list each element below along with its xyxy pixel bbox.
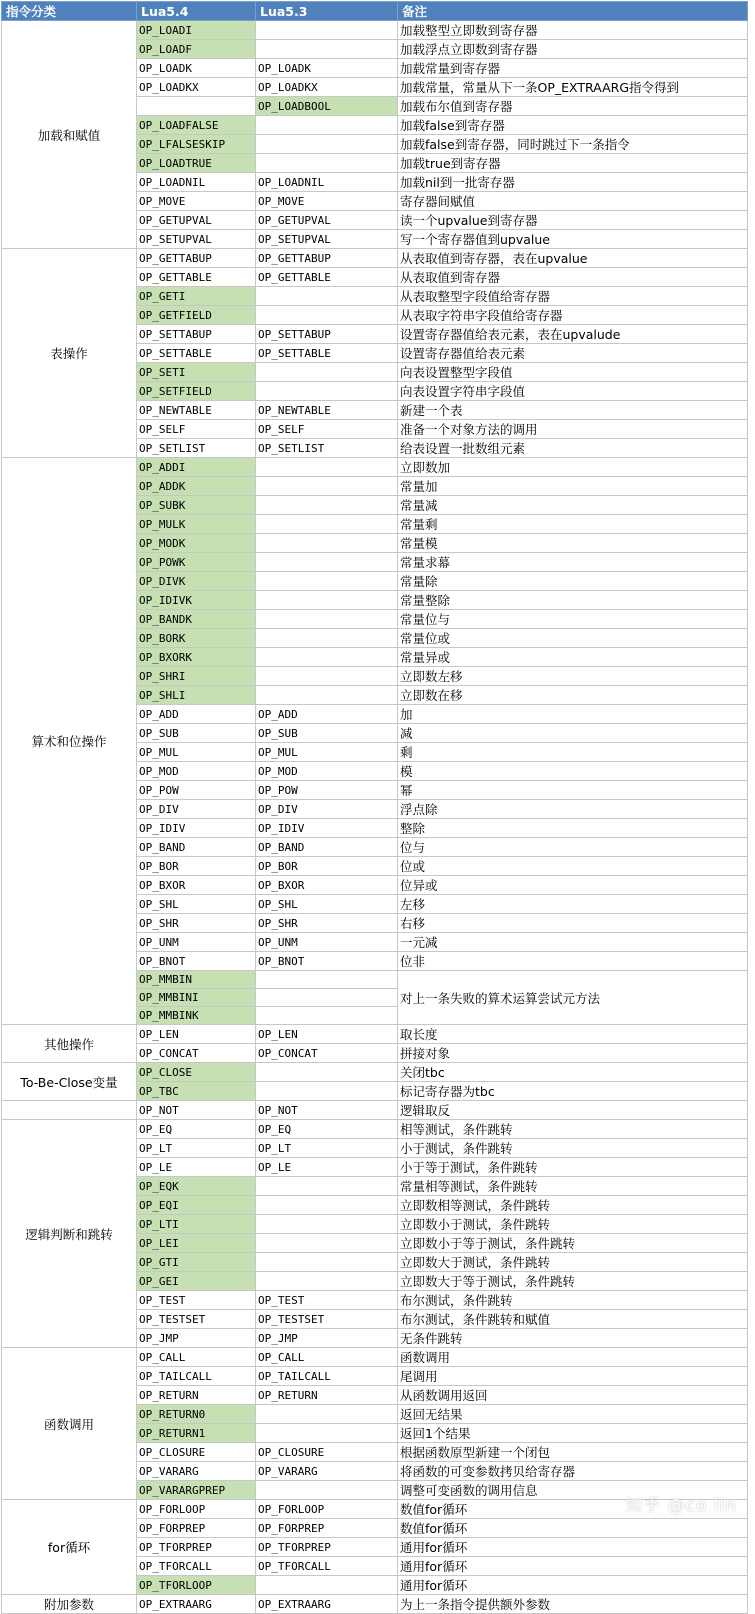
note-cell: 返回无结果 xyxy=(398,1405,748,1424)
lua53-opcode-cell xyxy=(256,1063,398,1082)
lua54-opcode-cell: OP_MOVE xyxy=(137,192,256,211)
lua54-opcode-cell: OP_LOADFALSE xyxy=(137,116,256,135)
header-lua53: Lua5.3 xyxy=(256,2,398,21)
category-cell: 其他操作 xyxy=(2,1025,137,1063)
note-cell: 立即数在移 xyxy=(398,686,748,705)
note-cell: 向表设置字符串字段值 xyxy=(398,382,748,401)
lua54-opcode-cell: OP_VARARGPREP xyxy=(137,1481,256,1500)
note-cell: 关闭tbc xyxy=(398,1063,748,1082)
note-cell: 幂 xyxy=(398,781,748,800)
lua54-opcode-cell: OP_TFORCALL xyxy=(137,1557,256,1576)
lua53-opcode-cell: OP_TAILCALL xyxy=(256,1367,398,1386)
note-cell: 向表设置整型字段值 xyxy=(398,363,748,382)
note-cell: 数值for循环 xyxy=(398,1500,748,1519)
note-cell: 准备一个对象方法的调用 xyxy=(398,420,748,439)
lua54-opcode-cell: OP_LOADI xyxy=(137,21,256,40)
lua54-opcode-cell: OP_BORK xyxy=(137,629,256,648)
lua53-opcode-cell: OP_MOVE xyxy=(256,192,398,211)
lua53-opcode-cell xyxy=(256,629,398,648)
note-cell: 标记寄存器为tbc xyxy=(398,1082,748,1101)
note-cell: 布尔测试，条件跳转和赋值 xyxy=(398,1310,748,1329)
table-row xyxy=(2,1025,748,1044)
lua53-opcode-cell: OP_UNM xyxy=(256,933,398,952)
lua54-opcode-cell: OP_SHLI xyxy=(137,686,256,705)
lua54-opcode-cell: OP_SETI xyxy=(137,363,256,382)
note-cell: 立即数相等测试，条件跳转 xyxy=(398,1196,748,1215)
lua54-opcode-cell: OP_RETURN1 xyxy=(137,1424,256,1443)
lua53-opcode-cell: OP_POW xyxy=(256,781,398,800)
lua53-opcode-cell: OP_ADD xyxy=(256,705,398,724)
lua54-opcode-cell: OP_DIVK xyxy=(137,572,256,591)
lua53-opcode-cell: OP_NOT xyxy=(256,1101,398,1120)
note-cell: 新建一个表 xyxy=(398,401,748,420)
lua53-opcode-cell xyxy=(256,1272,398,1291)
category-cell: 表操作 xyxy=(2,249,137,458)
note-cell: 位非 xyxy=(398,952,748,971)
category-cell: 附加参数 xyxy=(2,1595,137,1614)
lua54-opcode-cell: OP_NOT xyxy=(137,1101,256,1120)
lua54-opcode-cell: OP_JMP xyxy=(137,1329,256,1348)
lua53-opcode-cell xyxy=(256,116,398,135)
lua53-opcode-cell: OP_GETTABLE xyxy=(256,268,398,287)
lua53-opcode-cell: OP_IDIV xyxy=(256,819,398,838)
note-cell: 立即数加 xyxy=(398,458,748,477)
lua53-opcode-cell xyxy=(256,686,398,705)
note-cell: 位异或 xyxy=(398,876,748,895)
note-cell: 立即数大于测试，条件跳转 xyxy=(398,1253,748,1272)
lua54-opcode-cell: OP_GETI xyxy=(137,287,256,306)
lua53-opcode-cell xyxy=(256,610,398,629)
lua54-opcode-cell: OP_LE xyxy=(137,1158,256,1177)
note-cell: 调整可变函数的调用信息 xyxy=(398,1481,748,1500)
lua54-opcode-cell: OP_BOR xyxy=(137,857,256,876)
note-cell: 无条件跳转 xyxy=(398,1329,748,1348)
lua54-opcode-cell: OP_TAILCALL xyxy=(137,1367,256,1386)
lua54-opcode-cell: OP_FORLOOP xyxy=(137,1500,256,1519)
note-cell: 函数调用 xyxy=(398,1348,748,1367)
lua53-opcode-cell: OP_CONCAT xyxy=(256,1044,398,1063)
lua54-opcode-cell: OP_LOADNIL xyxy=(137,173,256,192)
lua53-opcode-cell: OP_TESTSET xyxy=(256,1310,398,1329)
lua53-opcode-cell: OP_LOADBOOL xyxy=(256,97,398,116)
lua53-opcode-cell xyxy=(256,1082,398,1101)
note-cell: 从表取字符串字段值给寄存器 xyxy=(398,306,748,325)
note-cell: 一元减 xyxy=(398,933,748,952)
lua53-opcode-cell: OP_FORPREP xyxy=(256,1519,398,1538)
note-cell: 从函数调用返回 xyxy=(398,1386,748,1405)
lua53-opcode-cell xyxy=(256,363,398,382)
note-cell: 加载true到寄存器 xyxy=(398,154,748,173)
lua54-opcode-cell: OP_LEI xyxy=(137,1234,256,1253)
note-cell: 浮点除 xyxy=(398,800,748,819)
table-row xyxy=(2,458,748,477)
lua54-opcode-cell: OP_TESTSET xyxy=(137,1310,256,1329)
lua54-opcode-cell: OP_EXTRAARG xyxy=(137,1595,256,1614)
lua54-opcode-cell: OP_SHL xyxy=(137,895,256,914)
lua53-opcode-cell xyxy=(256,971,398,989)
lua54-opcode-cell: OP_CLOSE xyxy=(137,1063,256,1082)
lua54-opcode-cell: OP_UNM xyxy=(137,933,256,952)
table-row xyxy=(2,249,748,268)
category-cell: 加载和赋值 xyxy=(2,21,137,249)
lua53-opcode-cell xyxy=(256,135,398,154)
lua54-opcode-cell: OP_ADDK xyxy=(137,477,256,496)
lua54-opcode-cell: OP_POW xyxy=(137,781,256,800)
lua53-opcode-cell xyxy=(256,477,398,496)
lua53-opcode-cell xyxy=(256,1234,398,1253)
lua54-opcode-cell: OP_GETTABLE xyxy=(137,268,256,287)
lua53-opcode-cell xyxy=(256,154,398,173)
lua53-opcode-cell: OP_NEWTABLE xyxy=(256,401,398,420)
table-body xyxy=(2,21,748,1614)
lua54-opcode-cell: OP_CALL xyxy=(137,1348,256,1367)
note-cell: 右移 xyxy=(398,914,748,933)
lua53-opcode-cell: OP_TFORCALL xyxy=(256,1557,398,1576)
note-cell: 立即数大于等于测试，条件跳转 xyxy=(398,1272,748,1291)
note-cell: 剩 xyxy=(398,743,748,762)
lua54-opcode-cell: OP_MMBIN xyxy=(137,971,256,989)
note-cell: 逻辑取反 xyxy=(398,1101,748,1120)
note-cell: 相等测试，条件跳转 xyxy=(398,1120,748,1139)
table-row xyxy=(2,1120,748,1139)
lua54-opcode-cell: OP_MOD xyxy=(137,762,256,781)
note-cell: 加载常量到寄存器 xyxy=(398,59,748,78)
note-cell: 返回1个结果 xyxy=(398,1424,748,1443)
lua53-opcode-cell xyxy=(256,1177,398,1196)
note-cell: 将函数的可变参数拷贝给寄存器 xyxy=(398,1462,748,1481)
lua54-opcode-cell: OP_SETLIST xyxy=(137,439,256,458)
note-cell: 常量位与 xyxy=(398,610,748,629)
lua53-opcode-cell: OP_BOR xyxy=(256,857,398,876)
note-cell: 设置寄存器值给表元素，表在upvalude xyxy=(398,325,748,344)
lua53-opcode-cell: OP_LOADNIL xyxy=(256,173,398,192)
lua54-opcode-cell: OP_TFORPREP xyxy=(137,1538,256,1557)
lua54-opcode-cell: OP_SHRI xyxy=(137,667,256,686)
opcode-table xyxy=(1,1,748,1614)
lua53-opcode-cell: OP_EXTRAARG xyxy=(256,1595,398,1614)
lua54-opcode-cell: OP_SETFIELD xyxy=(137,382,256,401)
note-cell: 尾调用 xyxy=(398,1367,748,1386)
lua54-opcode-cell: OP_FORPREP xyxy=(137,1519,256,1538)
table-row xyxy=(2,21,748,40)
note-cell: 加载布尔值到寄存器 xyxy=(398,97,748,116)
lua53-opcode-cell xyxy=(256,496,398,515)
lua53-opcode-cell: OP_SHL xyxy=(256,895,398,914)
lua54-opcode-cell: OP_BXOR xyxy=(137,876,256,895)
lua54-opcode-cell: OP_TBC xyxy=(137,1082,256,1101)
header-category: 指令分类 xyxy=(2,2,137,21)
lua53-opcode-cell: OP_RETURN xyxy=(256,1386,398,1405)
lua54-opcode-cell: OP_MMBINK xyxy=(137,1007,256,1025)
note-cell: 立即数小于测试，条件跳转 xyxy=(398,1215,748,1234)
lua53-opcode-cell xyxy=(256,648,398,667)
note-cell: 左移 xyxy=(398,895,748,914)
lua54-opcode-cell: OP_SETTABUP xyxy=(137,325,256,344)
lua53-opcode-cell: OP_TEST xyxy=(256,1291,398,1310)
lua54-opcode-cell: OP_SELF xyxy=(137,420,256,439)
note-cell: 加载false到寄存器，同时跳过下一条指令 xyxy=(398,135,748,154)
note-cell: 常量相等测试，条件跳转 xyxy=(398,1177,748,1196)
lua53-opcode-cell xyxy=(256,572,398,591)
note-cell: 位或 xyxy=(398,857,748,876)
note-cell: 小于测试，条件跳转 xyxy=(398,1139,748,1158)
lua54-opcode-cell: OP_SETTABLE xyxy=(137,344,256,363)
lua54-opcode-cell: OP_SUBK xyxy=(137,496,256,515)
lua53-opcode-cell: OP_LOADK xyxy=(256,59,398,78)
lua53-opcode-cell xyxy=(256,534,398,553)
lua54-opcode-cell: OP_ADDI xyxy=(137,458,256,477)
lua54-opcode-cell: OP_MUL xyxy=(137,743,256,762)
lua53-opcode-cell: OP_BNOT xyxy=(256,952,398,971)
lua54-opcode-cell: OP_SHR xyxy=(137,914,256,933)
lua53-opcode-cell: OP_SETTABUP xyxy=(256,325,398,344)
note-cell: 位与 xyxy=(398,838,748,857)
lua54-opcode-cell: OP_EQK xyxy=(137,1177,256,1196)
lua53-opcode-cell xyxy=(256,1253,398,1272)
lua53-opcode-cell xyxy=(256,1405,398,1424)
lua53-opcode-cell: OP_SHR xyxy=(256,914,398,933)
note-cell: 加载false到寄存器 xyxy=(398,116,748,135)
lua53-opcode-cell: OP_FORLOOP xyxy=(256,1500,398,1519)
lua54-opcode-cell: OP_LTI xyxy=(137,1215,256,1234)
lua53-opcode-cell: OP_LOADKX xyxy=(256,78,398,97)
lua53-opcode-cell: OP_JMP xyxy=(256,1329,398,1348)
lua54-opcode-cell: OP_POWK xyxy=(137,553,256,572)
note-cell: 立即数小于等于测试，条件跳转 xyxy=(398,1234,748,1253)
note-cell: 寄存器间赋值 xyxy=(398,192,748,211)
lua53-opcode-cell xyxy=(256,306,398,325)
lua54-opcode-cell: OP_GETTABUP xyxy=(137,249,256,268)
lua53-opcode-cell: OP_GETUPVAL xyxy=(256,211,398,230)
lua54-opcode-cell: OP_LOADTRUE xyxy=(137,154,256,173)
table-row xyxy=(2,1595,748,1614)
note-cell: 写一个寄存器值到upvalue xyxy=(398,230,748,249)
lua53-opcode-cell: OP_SETUPVAL xyxy=(256,230,398,249)
lua53-opcode-cell xyxy=(256,591,398,610)
table-row xyxy=(2,1101,748,1120)
lua53-opcode-cell: OP_MUL xyxy=(256,743,398,762)
lua54-opcode-cell: OP_DIV xyxy=(137,800,256,819)
lua54-opcode-cell: OP_BXORK xyxy=(137,648,256,667)
lua53-opcode-cell: OP_SETTABLE xyxy=(256,344,398,363)
note-cell: 常量位或 xyxy=(398,629,748,648)
lua54-opcode-cell: OP_RETURN0 xyxy=(137,1405,256,1424)
category-cell xyxy=(2,1101,137,1120)
category-cell: 算术和位操作 xyxy=(2,458,137,1025)
lua53-opcode-cell: OP_SELF xyxy=(256,420,398,439)
lua53-opcode-cell: OP_GETTABUP xyxy=(256,249,398,268)
lua53-opcode-cell: OP_LE xyxy=(256,1158,398,1177)
lua54-opcode-cell: OP_MMBINI xyxy=(137,989,256,1007)
lua53-opcode-cell xyxy=(256,1481,398,1500)
lua53-opcode-cell xyxy=(256,1576,398,1595)
note-cell: 数值for循环 xyxy=(398,1519,748,1538)
lua54-opcode-cell: OP_GEI xyxy=(137,1272,256,1291)
note-cell: 常量求幕 xyxy=(398,553,748,572)
lua54-opcode-cell: OP_EQ xyxy=(137,1120,256,1139)
lua54-opcode-cell: OP_IDIV xyxy=(137,819,256,838)
lua53-opcode-cell xyxy=(256,1215,398,1234)
lua54-opcode-cell: OP_BNOT xyxy=(137,952,256,971)
note-cell: 通用for循环 xyxy=(398,1538,748,1557)
lua53-opcode-cell: OP_CLOSURE xyxy=(256,1443,398,1462)
lua53-opcode-cell: OP_SUB xyxy=(256,724,398,743)
lua53-opcode-cell: OP_DIV xyxy=(256,800,398,819)
lua53-opcode-cell: OP_VARARG xyxy=(256,1462,398,1481)
lua53-opcode-cell xyxy=(256,515,398,534)
note-cell: 模 xyxy=(398,762,748,781)
lua54-opcode-cell: OP_NEWTABLE xyxy=(137,401,256,420)
note-cell: 常量模 xyxy=(398,534,748,553)
lua54-opcode-cell: OP_GETUPVAL xyxy=(137,211,256,230)
note-cell: 立即数左移 xyxy=(398,667,748,686)
note-cell: 加载nil到一批寄存器 xyxy=(398,173,748,192)
note-cell: 从表取整型字段值给寄存器 xyxy=(398,287,748,306)
lua53-opcode-cell: OP_TFORPREP xyxy=(256,1538,398,1557)
header-lua54: Lua5.4 xyxy=(137,2,256,21)
note-cell: 通用for循环 xyxy=(398,1576,748,1595)
note-cell: 常量减 xyxy=(398,496,748,515)
lua53-opcode-cell xyxy=(256,382,398,401)
lua53-opcode-cell xyxy=(256,1196,398,1215)
lua53-opcode-cell xyxy=(256,553,398,572)
note-cell: 加载常量，常量从下一条OP_EXTRAARG指令得到 xyxy=(398,78,748,97)
note-cell: 设置寄存器值给表元素 xyxy=(398,344,748,363)
note-cell: 加 xyxy=(398,705,748,724)
lua54-opcode-cell: OP_BAND xyxy=(137,838,256,857)
lua53-opcode-cell xyxy=(256,667,398,686)
note-cell: 读一个upvalue到寄存器 xyxy=(398,211,748,230)
lua54-opcode-cell: OP_BANDK xyxy=(137,610,256,629)
table-row xyxy=(2,1348,748,1367)
note-cell: 布尔测试，条件跳转 xyxy=(398,1291,748,1310)
note-cell: 减 xyxy=(398,724,748,743)
lua54-opcode-cell: OP_GETFIELD xyxy=(137,306,256,325)
note-cell: 给表设置一批数组元素 xyxy=(398,439,748,458)
lua54-opcode-cell: OP_LOADK xyxy=(137,59,256,78)
lua54-opcode-cell: OP_LFALSESKIP xyxy=(137,135,256,154)
lua54-opcode-cell: OP_MULK xyxy=(137,515,256,534)
lua53-opcode-cell: OP_EQ xyxy=(256,1120,398,1139)
lua54-opcode-cell: OP_CLOSURE xyxy=(137,1443,256,1462)
lua54-opcode-cell: OP_LOADF xyxy=(137,40,256,59)
lua54-opcode-cell: OP_MODK xyxy=(137,534,256,553)
lua54-opcode-cell: OP_SETUPVAL xyxy=(137,230,256,249)
lua54-opcode-cell: OP_LOADKX xyxy=(137,78,256,97)
lua53-opcode-cell: OP_CALL xyxy=(256,1348,398,1367)
lua53-opcode-cell: OP_MOD xyxy=(256,762,398,781)
lua54-opcode-cell: OP_TEST xyxy=(137,1291,256,1310)
lua53-opcode-cell xyxy=(256,1424,398,1443)
note-cell: 加载整型立即数到寄存器 xyxy=(398,21,748,40)
category-cell: 逻辑判断和跳转 xyxy=(2,1120,137,1348)
lua54-opcode-cell: OP_RETURN xyxy=(137,1386,256,1405)
note-cell: 从表取值到寄存器 xyxy=(398,268,748,287)
lua53-opcode-cell xyxy=(256,21,398,40)
note-cell: 常量除 xyxy=(398,572,748,591)
note-cell: 常量剩 xyxy=(398,515,748,534)
note-cell: 常量异或 xyxy=(398,648,748,667)
lua53-opcode-cell: OP_SETLIST xyxy=(256,439,398,458)
note-cell: 根据函数原型新建一个闭包 xyxy=(398,1443,748,1462)
watermark: 知乎 @co lin xyxy=(625,1496,737,1516)
lua53-opcode-cell xyxy=(256,989,398,1007)
note-cell: 为上一条指令提供额外参数 xyxy=(398,1595,748,1614)
lua53-opcode-cell: OP_LEN xyxy=(256,1025,398,1044)
lua53-opcode-cell xyxy=(256,458,398,477)
lua53-opcode-cell xyxy=(256,40,398,59)
note-cell: 通用for循环 xyxy=(398,1557,748,1576)
category-cell: for循环 xyxy=(2,1500,137,1595)
lua54-opcode-cell: OP_LT xyxy=(137,1139,256,1158)
lua54-opcode-cell xyxy=(137,97,256,116)
lua54-opcode-cell: OP_CONCAT xyxy=(137,1044,256,1063)
note-cell: 取长度 xyxy=(398,1025,748,1044)
header-row xyxy=(2,2,748,21)
lua54-opcode-cell: OP_VARARG xyxy=(137,1462,256,1481)
lua53-opcode-cell: OP_BXOR xyxy=(256,876,398,895)
lua54-opcode-cell: OP_LEN xyxy=(137,1025,256,1044)
lua54-opcode-cell: OP_TFORLOOP xyxy=(137,1576,256,1595)
note-cell: 整除 xyxy=(398,819,748,838)
lua53-opcode-cell xyxy=(256,1007,398,1025)
category-cell: To-Be-Close变量 xyxy=(2,1063,137,1101)
note-cell: 拼接对象 xyxy=(398,1044,748,1063)
note-cell: 小于等于测试，条件跳转 xyxy=(398,1158,748,1177)
note-cell: 对上一条失败的算术运算尝试元方法 xyxy=(398,971,748,1025)
note-cell: 从表取值到寄存器，表在upvalue xyxy=(398,249,748,268)
lua54-opcode-cell: OP_IDIVK xyxy=(137,591,256,610)
table-row xyxy=(2,1063,748,1082)
lua54-opcode-cell: OP_ADD xyxy=(137,705,256,724)
lua54-opcode-cell: OP_EQI xyxy=(137,1196,256,1215)
lua54-opcode-cell: OP_SUB xyxy=(137,724,256,743)
lua54-opcode-cell: OP_GTI xyxy=(137,1253,256,1272)
header-note: 备注 xyxy=(398,2,748,21)
lua53-opcode-cell xyxy=(256,287,398,306)
lua53-opcode-cell: OP_BAND xyxy=(256,838,398,857)
note-cell: 加载浮点立即数到寄存器 xyxy=(398,40,748,59)
note-cell: 常量加 xyxy=(398,477,748,496)
category-cell: 函数调用 xyxy=(2,1348,137,1500)
note-cell: 常量整除 xyxy=(398,591,748,610)
lua53-opcode-cell: OP_LT xyxy=(256,1139,398,1158)
